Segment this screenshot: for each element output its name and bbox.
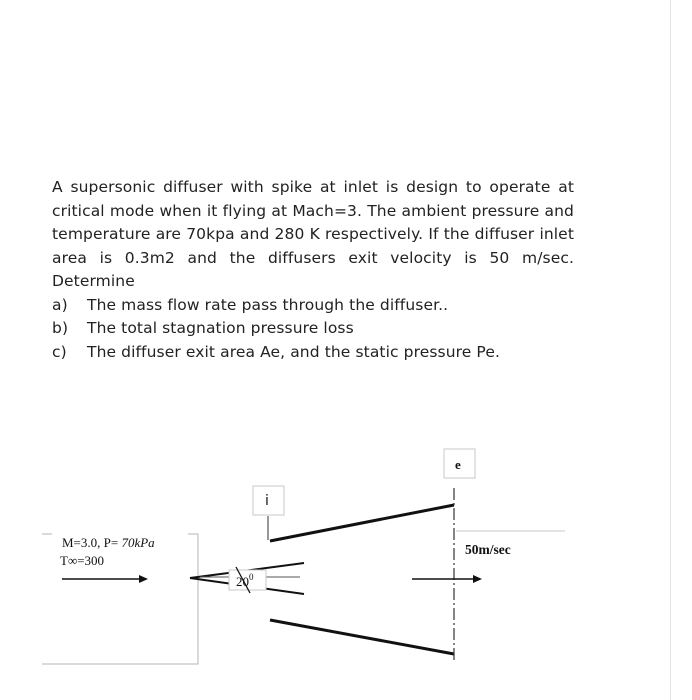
station-e-label: e	[455, 457, 461, 472]
inlet-conditions-label: M=3.0, P= 70kPa	[62, 535, 155, 550]
upper-diffuser-wall	[270, 505, 454, 541]
question-text-a: The mass flow rate pass through the diffuser..	[87, 295, 449, 314]
station-i-label: i	[265, 493, 269, 509]
spike-angle-label: $20^0$	[236, 572, 254, 589]
question-marker-a: a)	[52, 295, 68, 314]
question-text-b: The total stagnation pressure loss	[87, 319, 354, 337]
freestream-arrowhead	[139, 575, 148, 583]
question-marker-c: c)	[52, 342, 67, 361]
lower-diffuser-wall	[270, 620, 454, 654]
problem-paragraph: A supersonic diffuser with spike at inlet is design to operate at critical mode when it flying at Mach=3. The ambient pressure and temperature are 70kpa and 280 K respectively. If the diffuser inlet area is 0.3m2 and the diffusers exit velocity is 50 m/sec. Determine	[52, 178, 574, 290]
question-text-c: The diffuser exit area Ae, and the static pressure Pe.	[87, 342, 500, 361]
question-marker-b: b)	[52, 319, 69, 337]
inlet-temperature-label: T∞=300	[60, 553, 105, 568]
exit-arrowhead	[473, 575, 482, 583]
exit-velocity-label: 50m/sec	[465, 542, 511, 557]
